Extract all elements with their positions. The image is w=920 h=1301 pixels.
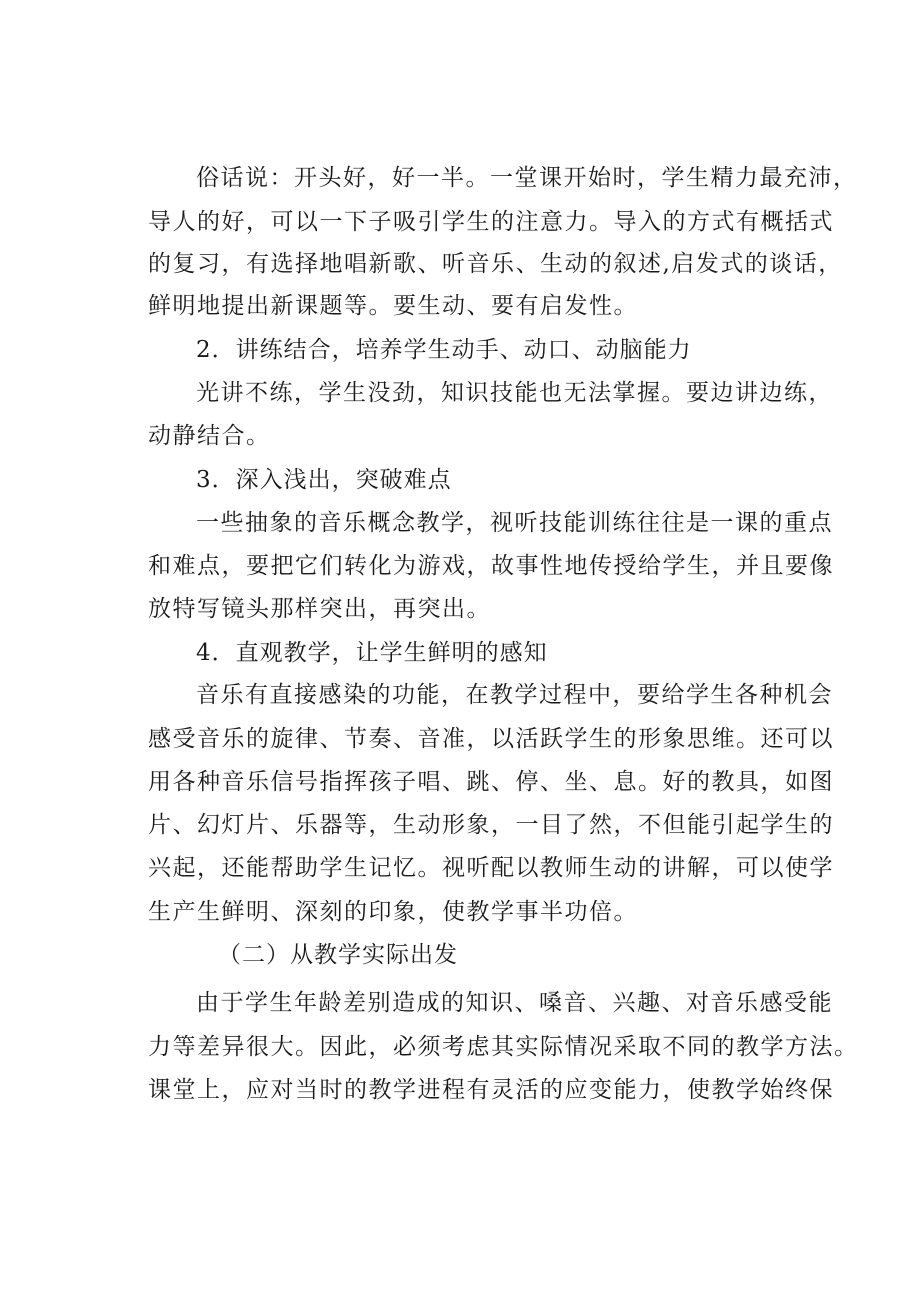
paragraph-4-line-1: 音乐有直接感染的功能，在教学过程中，要给学生各种机会: [196, 682, 833, 708]
paragraph-3-line-3: 放特写镜头那样突出，再突出。: [148, 596, 491, 622]
paragraph-4-line-5: 兴起，还能帮助学生记忆。视听配以教师生动的讲解，可以使学: [148, 855, 834, 881]
paragraph-4-line-3: 用各种音乐信号指挥孩子唱、跳、停、坐、息。好的教具，如图: [148, 769, 834, 795]
paragraph-5-line-3: 课堂上，应对当时的教学进程有灵活的应变能力，使教学始终保: [148, 1077, 834, 1103]
paragraph-3-line-1: 一些抽象的音乐概念教学，视听技能训练往往是一课的重点: [196, 510, 833, 536]
paragraph-intro-line-2: 导人的好，可以一下子吸引学生的注意力。导入的方式有概括式: [148, 209, 834, 235]
section-heading: （二）从教学实际出发: [218, 942, 458, 968]
paragraph-4-line-2: 感受音乐的旋律、节奏、音准，以活跃学生的形象思维。还可以: [148, 726, 834, 752]
paragraph-4-line-4: 片、幻灯片、乐器等，生动形象，一目了然，不但能引起学生的: [148, 812, 834, 838]
paragraph-2-line-1: 光讲不练，学生没劲，知识技能也无法掌握。要边讲边练，: [196, 380, 833, 406]
heading-3: 3．深入浅出，突破难点: [196, 467, 452, 493]
heading-4: 4．直观教学，让学生鲜明的感知: [196, 640, 548, 666]
paragraph-intro-line-1: 俗话说：开头好，好一半。一堂课开始时，学生精力最充沛，: [196, 165, 858, 191]
paragraph-4-line-6: 生产生鲜明、深刻的印象，使教学事半功倍。: [148, 899, 638, 925]
paragraph-intro-line-4: 鲜明地提出新课题等。要生动、要有启发性。: [148, 293, 638, 319]
paragraph-5-line-1: 由于学生年龄差别造成的知识、嗓音、兴趣、对音乐感受能: [196, 990, 833, 1016]
paragraph-3-line-2: 和难点，要把它们转化为游戏，故事性地传授给学生，并且要像: [148, 553, 834, 579]
paragraph-5-line-2: 力等差异很大。因此，必须考虑其实际情况采取不同的教学方法。: [148, 1034, 859, 1060]
heading-2: 2．讲练结合，培养学生动手、动口、动脑能力: [196, 337, 692, 363]
paragraph-2-line-2: 动静结合。: [148, 423, 271, 449]
paragraph-intro-line-3: 的复习，有选择地唱新歌、听音乐、生动的叙述,启发式的谈话，: [148, 251, 843, 277]
